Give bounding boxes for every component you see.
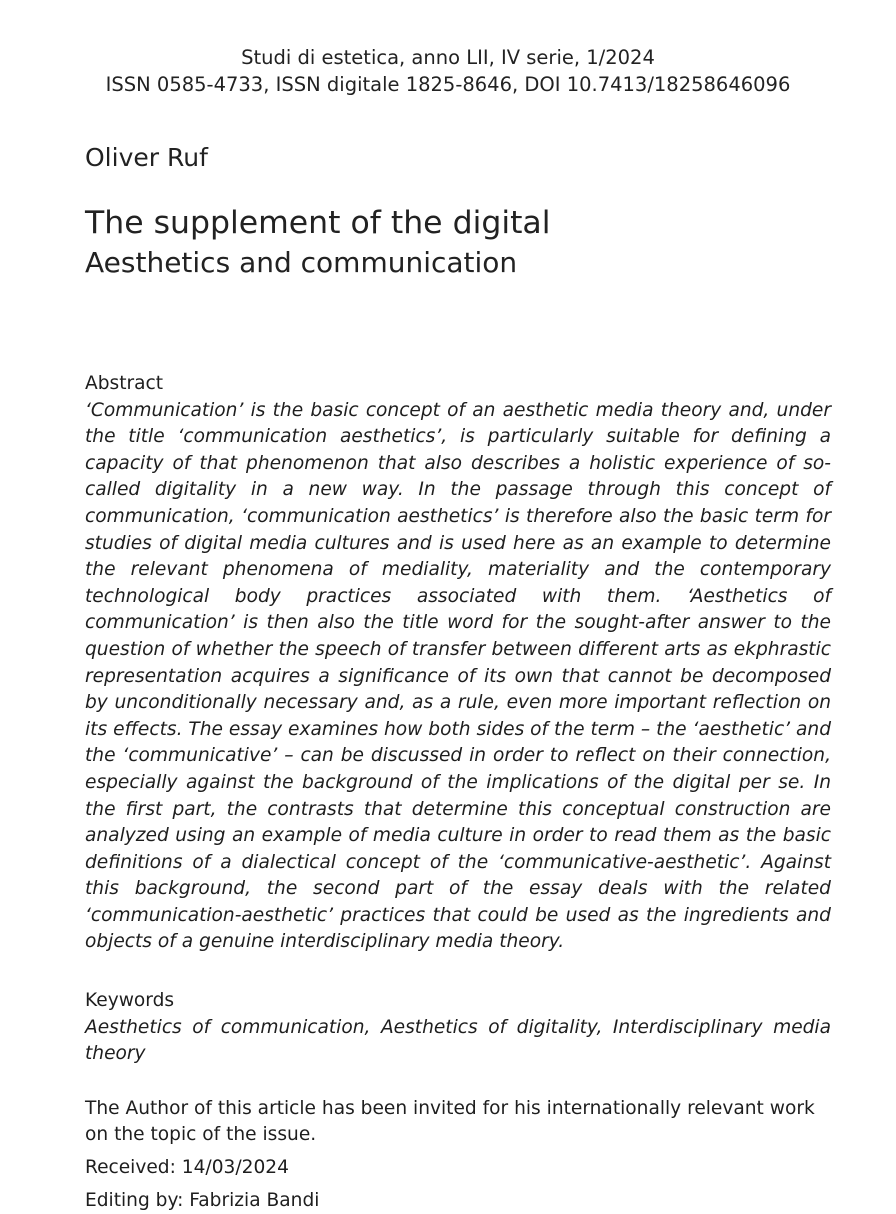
abstract-text: ‘Communication’ is the basic concept of an aesthetic media theory and, under the title ‘communication aesthetics’, is particularly suitable for defining a capacity of that phenomenon that also describes a holistic experience of so-called digitality in a new way. In the passage through this concept of communication, ‘communication aesthetics’ is therefore also the basic term for studies of digital media cultures and is used here as an example to determine the relevant phenomena of mediality, materiality and the contemporary technological body practices associated with them. ‘Aesthetics of communication’ is then also the title word for the sought-after answer to the question of whether the speech of transfer between different arts as ekphrastic representation acquires a significance of its own that cannot be decomposed by unconditionally necessary and, as a rule, even more important reflection on its effects. The essay examines how both sides of the term – the ‘aesthetic’ and the ‘communicative’ – can be discussed in order to reflect on their connection, especially against the background of the implications of the digital per se. In the first part, the contrasts that determine this conceptual construction are analyzed using an example of media culture in order to read them as the basic definitions of a dialectical concept of the ‘communicative-aesthetic’. Against this background, the second part of the essay deals with the related ‘communication-aesthetic’ practices that could be used as the ingredients and objects of a genuine interdisciplinary media theory.: [85, 399, 831, 953]
title-block: [85, 202, 845, 282]
keywords-label: Keywords: [85, 990, 175, 1012]
article-front-matter: [85, 371, 831, 1214]
article-subtitle: Aesthetics and communication: [85, 246, 518, 279]
keywords-text: Aesthetics of communication, Aesthetics of digitality, Interdisciplinary media theory: [85, 1016, 831, 1065]
abstract-label: Abstract: [85, 373, 164, 394]
journal-header: [0, 44, 896, 98]
author-name: Oliver Ruf: [85, 143, 208, 172]
received-date: Received: 14/03/2024: [85, 1157, 289, 1179]
journal-issue-line: Studi di estetica, anno LII, IV serie, 1/2024: [241, 46, 655, 69]
invitation-note: The Author of this article has been invited for his internationally relevant work on the topic of the issue.: [85, 1097, 815, 1146]
article-title: The supplement of the digital: [85, 205, 551, 241]
journal-issn-doi-line: ISSN 0585-4733, ISSN digitale 1825-8646, DOI 10.7413/18258646096: [105, 73, 791, 96]
editing-credit: Editing by: Fabrizia Bandi: [85, 1189, 320, 1211]
